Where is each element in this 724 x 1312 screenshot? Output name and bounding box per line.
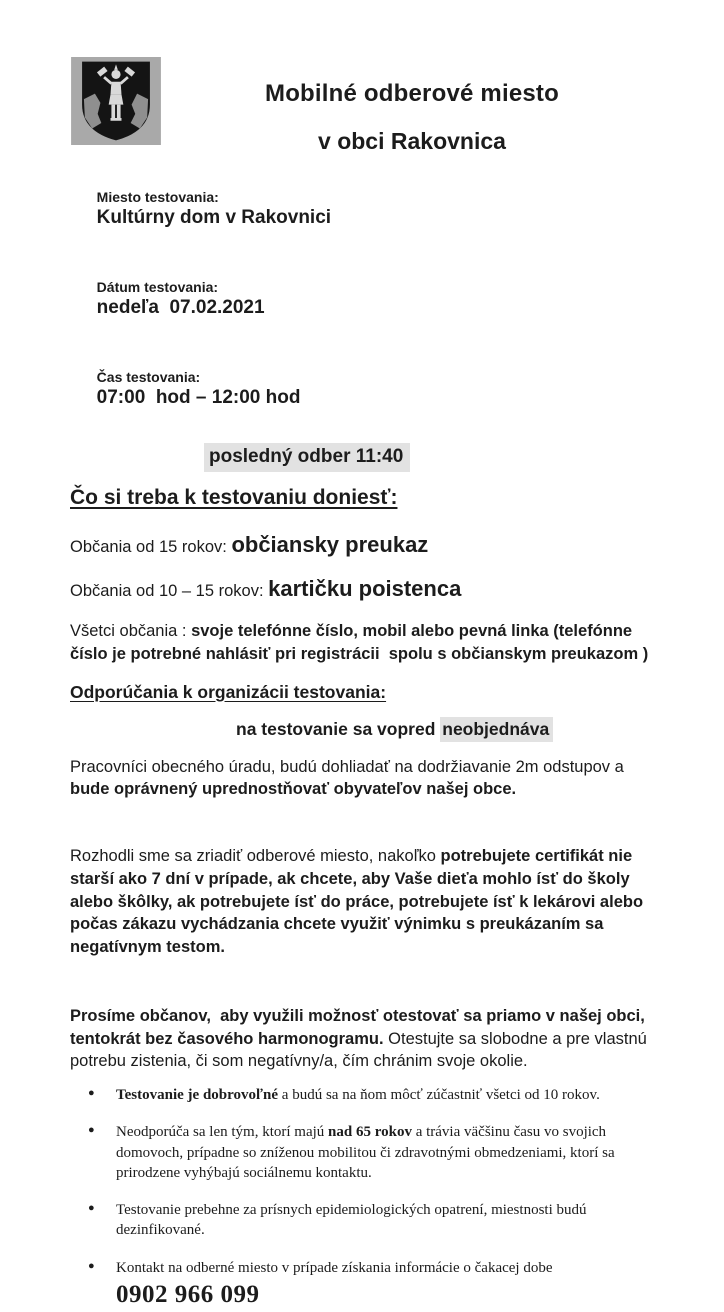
bullet-item-contact	[70, 1258, 662, 1312]
testing-date-label: Dátum testovania:	[96, 279, 219, 295]
bring-item-over15-prefix: Občania od 15 rokov:	[70, 538, 232, 556]
bullet-hygiene-text: Testovanie prebehne za prísnych epidemiologických opatrení, miestnosti budú dezinfikované.	[116, 1202, 591, 1239]
recommendations-heading: Odporúčania k organizácii testovania:	[70, 681, 387, 702]
appeal-text-normal: Otestujte sa slobodne a pre vlastnú potrebu zistenia, či som negatívny/a, čím chránim svoje okolie.	[70, 1029, 652, 1071]
testing-place-label: Miesto testovania:	[96, 189, 219, 205]
last-sample-row	[70, 441, 662, 478]
testing-time-label: Čas testovania:	[96, 369, 201, 385]
bring-item-10to15-prefix: Občania od 10 – 15 rokov:	[70, 582, 269, 600]
appeal-text-bold: Prosíme občanov, aby využili možnosť otestovať sa priamo v našej obci, tentokrát bez časového harmonogramu.	[70, 1006, 650, 1048]
all-citizens-prefix: Všetci občania :	[70, 622, 192, 640]
all-citizens-requirement: svoje telefónne číslo, mobil alebo pevná linka (telefónne číslo je potrebné nahlásiť pri registrácii spolu s občianskym preukazom )	[70, 622, 649, 663]
reason-text-bold: potrebujete certifikát nie starší ako 7 dní v prípade, ak chcete, aby Vaše dieťa mohlo ísť do školy alebo škôlky, ak potrebujete ísť do práce, potrebujete ísť k lekárovi alebo počas zákazu vychádzania chcete využiť výnimku s preukázaním sa negatívnym testom.	[70, 847, 648, 957]
bullet-voluntary-bold: Testovanie je dobrovoľné	[116, 1087, 279, 1104]
bullet-list	[70, 1085, 662, 1312]
testing-info	[70, 171, 662, 478]
testing-time-value: 07:00 hod – 12:00 hod	[96, 387, 301, 408]
bullet-voluntary-normal: a budú sa na ňom môcť zúčastniť všetci od 10 rokov.	[278, 1087, 600, 1104]
bullet-item-voluntary	[70, 1085, 662, 1105]
bullet-over65-normal2: a trávia väčšinu času vo svojich domovoch, prípadne so zníženou mobilitou či zdravotnými obmedzeniami, ktorí sa prirodzene vyhýbajú sociálnemu kontaktu.	[116, 1124, 619, 1181]
title-block	[162, 54, 662, 155]
staff-paragraph	[70, 756, 662, 802]
reason-paragraph	[70, 845, 662, 959]
staff-text-normal: Pracovníci obecného úradu, budú dohliadať na dodržiavanie 2m odstupov a	[70, 757, 629, 776]
testing-date-value: nedeľa 07.02.2021	[96, 297, 265, 318]
coat-of-arms-icon	[70, 57, 162, 145]
document-header	[70, 54, 662, 155]
contact-phone-number: 0902 966 099	[116, 1280, 260, 1308]
bullet-item-hygiene	[70, 1200, 662, 1241]
bullet-item-over65	[70, 1122, 662, 1183]
bullet-over65-normal1: Neodporúča sa len tým, ktorí majú	[116, 1124, 329, 1141]
reason-text-normal: Rozhodli sme sa zriadiť odberové miesto, nakoľko	[70, 847, 441, 866]
testing-place-value: Kultúrny dom v Rakovnici	[96, 207, 332, 228]
bring-item-10to15-value: kartičku poistenca	[268, 576, 462, 601]
bring-section-heading: Čo si treba k testovaniu doniesť:	[70, 486, 398, 509]
bring-item-10to15	[70, 576, 662, 602]
no-booking-note	[236, 719, 662, 740]
bring-item-over15	[70, 532, 662, 558]
page-title: Mobilné odberové miesto	[265, 80, 559, 107]
testing-time-row	[70, 351, 662, 427]
page-subtitle: v obci Rakovnica	[318, 128, 506, 154]
testing-date-row	[70, 261, 662, 337]
testing-place-row	[70, 171, 662, 247]
staff-text-bold: bude oprávnený uprednostňovať obyvateľov našej obce.	[70, 780, 517, 799]
appeal-paragraph	[70, 1005, 662, 1073]
no-booking-highlight: neobjednáva	[440, 717, 553, 742]
bullet-contact-text: Kontakt na odberné miesto v prípade získania informácie o čakacej dobe	[116, 1259, 557, 1276]
all-citizens-paragraph	[70, 620, 662, 666]
last-sample-note: posledný odber 11:40	[204, 443, 410, 472]
bring-item-over15-value: občiansky preukaz	[231, 532, 429, 557]
no-booking-prefix: na testovanie sa vopred	[236, 718, 441, 739]
bullet-over65-bold: nad 65 rokov	[328, 1124, 412, 1141]
